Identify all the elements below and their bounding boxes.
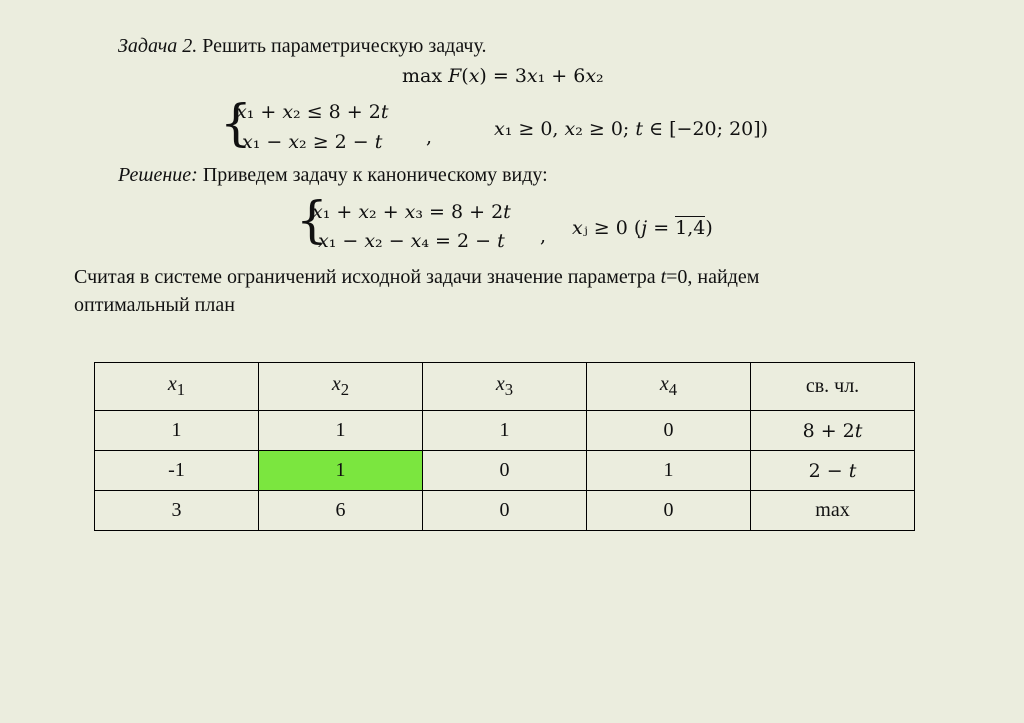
canonical-constraint-2: 𝑥₁ − 𝑥₂ − 𝑥₄ = 2 − 𝑡 — [318, 230, 505, 252]
conditions-suffix: ) — [705, 217, 713, 239]
header-free-term: св. чл. — [751, 363, 915, 411]
constraint-2: 𝑥₁ − 𝑥₂ ≥ 2 − 𝑡 — [242, 131, 383, 153]
header-x4: $x_4$ — [587, 363, 751, 411]
objective-function: max 𝐹(𝑥) = 3𝑥₁ + 6𝑥₂ — [402, 65, 604, 87]
header-x1: $x_1$ — [95, 363, 259, 411]
table-cell: 3 — [95, 491, 259, 531]
table-cell: 0 — [587, 491, 751, 531]
conditions-range: 1,4 — [675, 217, 706, 239]
conditions-prefix: 𝑥ⱼ ≥ 0 (𝑗 = — [572, 217, 676, 239]
table-cell: 1 — [423, 411, 587, 451]
task-title: Задача 2. — [118, 35, 198, 57]
brace-icon: { — [296, 191, 328, 249]
table-cell: max — [751, 491, 915, 531]
table-cell: 6 — [259, 491, 423, 531]
canonical-comma: , — [540, 225, 547, 247]
table-cell: 8 + 2𝑡 — [751, 411, 915, 451]
header-x2: $x_2$ — [259, 363, 423, 411]
table-row — [95, 491, 915, 531]
table-cell: 1 — [259, 411, 423, 451]
table-cell: 1 — [95, 411, 259, 451]
table-cell: 2 − 𝑡 — [751, 451, 915, 491]
constraint-comma: , — [426, 126, 433, 148]
table-cell: 0 — [423, 451, 587, 491]
table-header-row — [95, 363, 915, 411]
task-text: Решить параметрическую задачу. — [202, 35, 487, 57]
header-x3: $x_3$ — [423, 363, 587, 411]
paragraph-text-end: =0, найдем — [666, 266, 760, 288]
table-row — [95, 411, 915, 451]
table-cell: 0 — [587, 411, 751, 451]
paragraph-line-2: оптимальный план — [74, 294, 235, 316]
constraint-1: 𝑥₁ + 𝑥₂ ≤ 8 + 2𝑡 — [236, 101, 389, 123]
pivot-cell: 1 — [259, 451, 423, 491]
table-row — [95, 451, 915, 491]
table-cell: -1 — [95, 451, 259, 491]
task-heading — [118, 35, 486, 58]
canonical-constraint-1: 𝑥₁ + 𝑥₂ + 𝑥₃ = 8 + 2𝑡 — [312, 201, 511, 223]
canonical-conditions — [572, 217, 713, 239]
solution-text: Приведем задачу к каноническому виду: — [202, 164, 548, 186]
table-cell: 1 — [587, 451, 751, 491]
paragraph-line-1 — [74, 266, 759, 289]
paragraph-text: Считая в системе ограничений исходной задачи значение параметра — [74, 266, 661, 288]
solution-heading — [118, 164, 548, 187]
solution-label: Решение: — [118, 164, 198, 186]
table-cell: 0 — [423, 491, 587, 531]
brace-icon: { — [220, 94, 252, 152]
variable-conditions: 𝑥₁ ≥ 0, 𝑥₂ ≥ 0; 𝑡 ∈ [−20; 20]) — [494, 118, 769, 140]
simplex-table — [94, 362, 915, 531]
param-symbol: t — [660, 266, 667, 288]
